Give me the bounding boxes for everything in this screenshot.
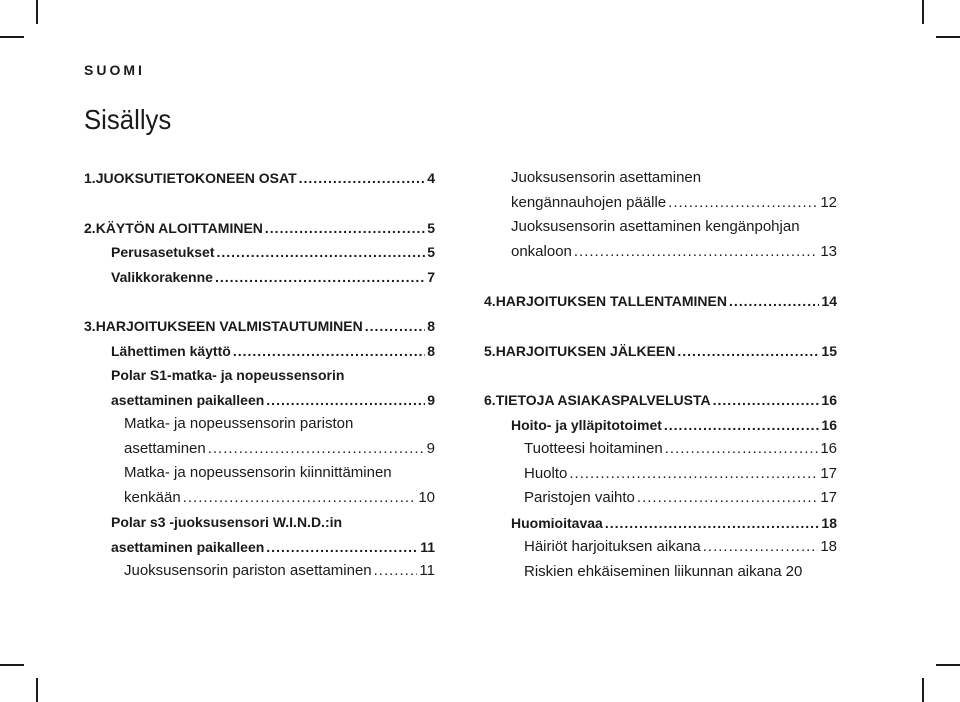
crop-mark-bottom-left-h [0, 664, 24, 666]
toc-left-column [84, 166, 435, 584]
leader-dots [664, 413, 820, 438]
toc-entry-section-4[interactable] [484, 289, 837, 314]
leader-dots [365, 314, 425, 339]
toc-label: Huolto [524, 464, 568, 482]
crop-mark-top-right-h [936, 36, 960, 38]
toc-label: HARJOITUKSEN TALLENTAMINEN [495, 293, 727, 309]
page-number: 8 [427, 318, 435, 334]
toc-label: Huomioitavaa [511, 514, 603, 531]
leader-dots [668, 191, 818, 216]
toc-entry-section-1[interactable] [84, 166, 435, 191]
leader-dots [208, 437, 425, 462]
toc-line-sensor-mount: Matka- ja nopeussensorin kiinnittäminen [124, 464, 392, 481]
page-number: 16 [821, 416, 837, 433]
section-number: 4. [484, 293, 496, 309]
toc-entry-precautions[interactable] [484, 511, 837, 536]
toc-line-s3-sensor: Polar s3 -juoksusensori W.I.N.D.:in [111, 514, 343, 530]
page-number: 15 [821, 342, 837, 359]
page-number: 9 [427, 391, 435, 408]
crop-mark-bottom-left-v [36, 678, 38, 702]
leader-dots [677, 339, 819, 364]
toc-entry-s3-sensor[interactable] [84, 535, 435, 560]
page-number: 20 [785, 562, 803, 580]
page-number: 18 [821, 514, 837, 531]
page-number: 14 [821, 293, 837, 309]
toc-label: Paristojen vaihto [524, 489, 635, 506]
language-label: SUOMI [84, 62, 145, 78]
toc-entry-section-5[interactable] [484, 339, 837, 364]
leader-dots [665, 437, 819, 462]
toc-label: Häiriöt harjoituksen aikana [524, 538, 701, 555]
toc-label: asettaminen paikalleen [111, 391, 265, 408]
leader-dots [299, 166, 426, 191]
leader-dots [265, 216, 425, 241]
page-number: 17 [820, 464, 837, 482]
crop-mark-top-left-v [36, 0, 38, 24]
toc-line-laces: Juoksusensorin asettaminen [511, 169, 702, 186]
toc-entry-risk-prevention[interactable] [484, 560, 837, 585]
page-number: 7 [427, 268, 435, 285]
toc-line-sensor-battery: Matka- ja nopeussensorin pariston [124, 415, 354, 432]
toc-label: asettaminen paikalleen [111, 538, 265, 555]
leader-dots [703, 535, 819, 560]
leader-dots [574, 240, 818, 265]
toc-line-s1-sensor: Polar S1-matka- ja nopeussensorin [111, 367, 345, 383]
toc-label: TIETOJA ASIAKASPALVELUSTA [495, 392, 711, 408]
toc-entry-valikkorakenne[interactable] [84, 265, 435, 290]
toc-right-column [484, 166, 837, 584]
crop-mark-bottom-right-h [936, 664, 960, 666]
toc-entry-interference[interactable] [484, 535, 837, 560]
page-number: 10 [418, 488, 435, 506]
toc-label: Tuotteesi hoitaminen [524, 440, 663, 457]
toc-entry-sensor-battery[interactable] [84, 437, 435, 462]
section-number: 5. [484, 342, 496, 359]
toc-line-sole: Juoksusensorin asettaminen kengänpohjan [511, 218, 800, 235]
crop-mark-top-left-h [0, 36, 24, 38]
leader-dots [183, 486, 417, 511]
toc-label: Perusasetukset [111, 244, 215, 260]
toc-label: KÄYTÖN ALOITTAMINEN [95, 219, 263, 236]
page-number: 9 [426, 439, 435, 457]
section-number: 1. [84, 170, 96, 186]
leader-dots [637, 486, 818, 511]
page-number: 4 [427, 170, 435, 186]
page-number: 17 [820, 489, 837, 506]
page-number: 11 [420, 538, 435, 555]
leader-dots [266, 535, 418, 560]
toc-entry-s1-sensor[interactable] [84, 388, 435, 413]
toc-label: onkaloon [511, 242, 572, 260]
toc-entry-laces[interactable] [484, 191, 837, 216]
toc-label: JUOKSUTIETOKONEEN OSAT [95, 170, 297, 186]
toc-entry-lahettimen-kaytto[interactable] [84, 339, 435, 364]
toc-entry-section-3[interactable] [84, 314, 435, 339]
toc-entry-perusasetukset[interactable] [84, 240, 435, 265]
section-number: 3. [84, 318, 96, 334]
toc-label: kenkään [124, 488, 181, 506]
section-number: 6. [484, 392, 496, 408]
page-number: 8 [427, 342, 435, 359]
page-number: 16 [820, 440, 837, 457]
crop-mark-top-right-v [922, 0, 924, 24]
leader-dots [233, 339, 425, 364]
section-number: 2. [84, 219, 96, 236]
toc-entry-care[interactable] [484, 413, 837, 438]
toc-label: asettaminen [124, 439, 206, 457]
toc-entry-sole[interactable] [484, 240, 837, 265]
leader-dots [569, 462, 818, 487]
toc-label: Lähettimen käyttö [111, 342, 231, 359]
toc-entry-battery-replacement[interactable] [484, 486, 837, 511]
page-number: 5 [427, 219, 435, 236]
leader-dots [217, 240, 426, 265]
toc-entry-running-sensor-battery[interactable] [84, 559, 435, 584]
toc-label: Juoksusensorin pariston asettaminen [124, 562, 372, 579]
leader-dots [605, 511, 820, 536]
crop-mark-bottom-right-v [922, 678, 924, 702]
page-number: 18 [820, 538, 837, 555]
page-number: 5 [427, 244, 435, 260]
page-number: 12 [820, 193, 837, 211]
toc-label: Hoito- ja ylläpitotoimet [511, 416, 662, 433]
leader-dots [266, 388, 425, 413]
toc-entry-product-care[interactable] [484, 437, 837, 462]
page-number: 16 [821, 392, 837, 408]
page-number: 13 [820, 242, 837, 260]
toc-entry-service[interactable] [484, 462, 837, 487]
leader-dots [215, 265, 425, 290]
page-number: 11 [419, 562, 435, 579]
toc-label: HARJOITUKSEN JÄLKEEN [495, 342, 676, 359]
toc-label: HARJOITUKSEEN VALMISTAUTUMINEN [95, 318, 363, 334]
page-title: Sisällys [84, 104, 172, 135]
leader-dots [729, 289, 819, 314]
toc-label: kengännauhojen päälle [511, 193, 667, 211]
leader-dots [713, 388, 820, 413]
leader-dots [374, 559, 418, 584]
toc-entry-section-6[interactable] [484, 388, 837, 413]
toc-entry-sensor-mount[interactable] [84, 486, 435, 511]
toc-entry-section-2[interactable] [84, 216, 435, 241]
toc-label: Riskien ehkäiseminen liikunnan aikana [524, 562, 782, 580]
toc-label: Valikkorakenne [111, 268, 213, 285]
